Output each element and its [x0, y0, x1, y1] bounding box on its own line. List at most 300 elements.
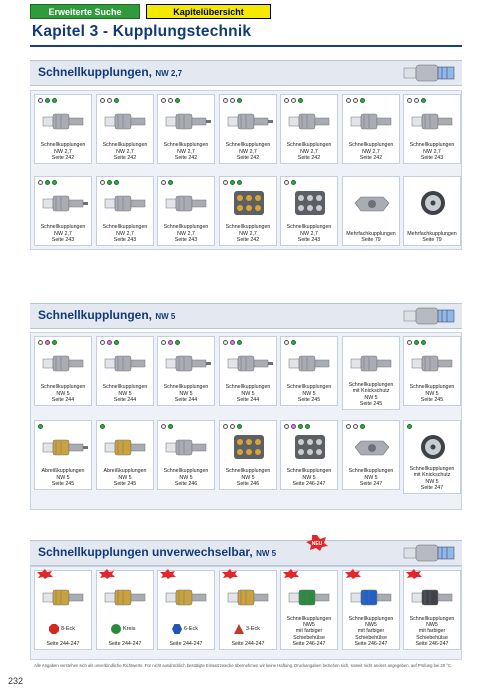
caption-line: NW 5 [364, 394, 378, 401]
material-dot-icon [284, 424, 289, 429]
section-title[interactable] [38, 65, 182, 79]
product-tile[interactable] [342, 94, 400, 164]
material-dot-icon [298, 98, 303, 103]
material-dot-icon [407, 340, 412, 345]
section-title-text: Schnellkupplungen unverwechselbar, [38, 545, 257, 559]
material-dots [38, 340, 57, 345]
material-dot-icon [107, 340, 112, 345]
product-image [224, 349, 274, 377]
material-dot-icon [114, 180, 119, 185]
caption-line: Seite 246 [174, 480, 198, 487]
product-image [224, 583, 274, 611]
material-dot-icon [230, 98, 235, 103]
product-image [285, 107, 335, 135]
product-tile[interactable] [403, 336, 461, 406]
new-badge-icon [283, 569, 299, 579]
caption-line: NW 2,7 [116, 148, 134, 155]
product-image [39, 349, 89, 377]
product-caption [35, 641, 91, 647]
product-tile[interactable] [342, 336, 400, 410]
footnote: Alle Angaben verstehen sich als unverbindliche Richtwerte. Für nicht ausdrücklich bestätigte Einsatzzwecke übernehmen wir keine Haftung. Druckangaben beziehen sich, soweit nicht anders angegeben, auf Prüfung bei 20 °C. [34, 663, 453, 668]
caption-line: NW 5 [241, 474, 255, 481]
caption-line: Seite 242 [51, 154, 75, 161]
product-caption [404, 231, 460, 243]
product-caption [404, 384, 460, 403]
material-dot-icon [284, 340, 289, 345]
caption-line: Schnellkupplungen [286, 224, 332, 231]
new-badge-icon [160, 569, 176, 579]
material-dot-icon [291, 180, 296, 185]
product-caption [404, 466, 460, 491]
product-image [347, 107, 397, 135]
page-title: Kapitel 3 - Kupplungstechnik [32, 23, 252, 40]
product-image [347, 583, 397, 611]
material-dot-icon [230, 180, 235, 185]
product-image [162, 189, 212, 217]
material-dot-icon [230, 424, 235, 429]
product-image [285, 349, 335, 377]
caption-line: Schnellkupplungen NW5 [409, 615, 455, 629]
caption-line: Schnellkupplungen [102, 142, 148, 149]
product-tile[interactable] [96, 94, 154, 164]
product-tile[interactable] [157, 336, 215, 406]
product-tile[interactable] [219, 176, 277, 246]
caption-line: Seite 244 [113, 396, 137, 403]
product-image [162, 433, 212, 461]
caption-line: Schnellkupplungen [409, 384, 455, 391]
material-dot-icon [114, 340, 119, 345]
product-tile[interactable] [403, 570, 461, 650]
caption-line: NW 2,7 [423, 148, 441, 155]
caption-line: Seite 246-247 [415, 640, 449, 647]
caption-line: Seite 247 [359, 480, 383, 487]
product-caption [97, 142, 153, 161]
coding-shape-icon [172, 624, 182, 634]
product-caption [343, 468, 399, 487]
caption-line: Seite 246-247 [354, 640, 388, 647]
product-tile[interactable] [34, 94, 92, 164]
product-image [162, 349, 212, 377]
material-dot-icon [100, 98, 105, 103]
caption-line: Seite 242 [236, 154, 260, 161]
material-dots [223, 98, 242, 103]
product-tile[interactable] [96, 336, 154, 406]
new-badge-icon [406, 569, 422, 579]
material-dot-icon [223, 424, 228, 429]
section-header [30, 60, 462, 86]
material-dots [100, 424, 105, 429]
product-image [39, 433, 89, 461]
product-tile[interactable] [34, 420, 92, 490]
material-dot-icon [45, 340, 50, 345]
caption-line: Schnellkupplungen [409, 142, 455, 149]
product-caption [97, 468, 153, 487]
material-dot-icon [161, 424, 166, 429]
product-tile[interactable] [219, 420, 277, 490]
product-image [224, 433, 274, 461]
caption-line: Seite 246 [236, 480, 260, 487]
caption-line: NW 2,7 [300, 148, 318, 155]
caption-line: Seite 245 [297, 396, 321, 403]
product-image [101, 433, 151, 461]
material-dot-icon [237, 180, 242, 185]
caption-line: NW 5 [179, 390, 193, 397]
material-dot-icon [114, 98, 119, 103]
caption-line: Schnellkupplungen [40, 384, 86, 391]
caption-line: Schnellkupplungen [225, 142, 271, 149]
product-caption [281, 384, 337, 403]
caption-line: mit farbiger [418, 628, 446, 635]
product-caption [343, 616, 399, 647]
coding-shape-label: 3-Eck [246, 626, 261, 632]
material-dot-icon [421, 340, 426, 345]
material-dots [100, 180, 119, 185]
material-dot-icon [421, 98, 426, 103]
caption-line: Mehrfachkupplungen [407, 230, 457, 237]
product-image [224, 107, 274, 135]
product-image [101, 189, 151, 217]
material-dot-icon [223, 340, 228, 345]
caption-line: NW 5 [56, 474, 70, 481]
product-tile[interactable] [280, 94, 338, 164]
coupling-icon [402, 306, 456, 326]
material-dot-icon [168, 340, 173, 345]
new-badge-icon [37, 569, 53, 579]
product-tile[interactable] [34, 570, 92, 650]
material-dot-icon [223, 180, 228, 185]
caption-line: NW 5 [118, 474, 132, 481]
material-dot-icon [38, 424, 43, 429]
product-image [285, 189, 335, 217]
product-caption [158, 224, 214, 243]
product-tile[interactable] [403, 94, 461, 164]
product-tile[interactable] [96, 176, 154, 246]
caption-line: NW 2,7 [239, 230, 257, 237]
material-dot-icon [168, 180, 173, 185]
product-tile[interactable] [34, 176, 92, 246]
product-tile[interactable] [219, 336, 277, 406]
coding-shape-label: 8-Eck [61, 626, 76, 632]
material-dot-icon [414, 98, 419, 103]
product-caption [35, 468, 91, 487]
new-badge-text: NEU [311, 541, 323, 547]
product-image [101, 349, 151, 377]
product-tile[interactable] [157, 570, 215, 650]
product-tile[interactable] [342, 570, 400, 650]
product-caption [343, 142, 399, 161]
material-dots [100, 98, 119, 103]
material-dot-icon [237, 98, 242, 103]
product-caption [281, 142, 337, 161]
product-caption [158, 142, 214, 161]
material-dot-icon [45, 98, 50, 103]
material-dot-icon [360, 98, 365, 103]
material-dots [346, 98, 365, 103]
title-rule [30, 45, 462, 47]
caption-line: Seite 245 [51, 480, 75, 487]
material-dots [223, 424, 242, 429]
product-caption [220, 641, 276, 647]
material-dot-icon [161, 180, 166, 185]
product-image [347, 433, 397, 461]
material-dots [38, 424, 43, 429]
material-dot-icon [284, 98, 289, 103]
material-dot-icon [100, 180, 105, 185]
caption-line: Schnellkupplungen [286, 468, 332, 475]
material-dots [284, 340, 296, 345]
material-dot-icon [237, 424, 242, 429]
chapter-overview-button[interactable]: Kapitelübersicht [146, 4, 271, 19]
section-header [30, 303, 462, 329]
coupling-icon [402, 543, 456, 563]
material-dot-icon [353, 98, 358, 103]
caption-line: Seite 243 [174, 236, 198, 243]
caption-line: Seite 79 [422, 236, 442, 243]
material-dots [284, 424, 310, 429]
product-tile[interactable] [280, 176, 338, 246]
caption-line: Seite 244 [51, 396, 75, 403]
product-image [39, 189, 89, 217]
product-tile[interactable] [280, 570, 338, 650]
material-dot-icon [161, 340, 166, 345]
material-dot-icon [353, 424, 358, 429]
caption-line: Seite 244 [174, 396, 198, 403]
product-image [101, 583, 151, 611]
caption-line: Seite 244-247 [231, 640, 265, 647]
caption-line: Seite 244-247 [46, 640, 80, 647]
material-dot-icon [175, 98, 180, 103]
caption-line: Seite 247 [420, 484, 444, 491]
product-caption [281, 468, 337, 487]
material-dot-icon [230, 340, 235, 345]
material-dots [223, 180, 242, 185]
material-dot-icon [237, 340, 242, 345]
product-image [347, 349, 397, 377]
caption-line: Seite 243 [51, 236, 75, 243]
caption-line: NW 2,7 [177, 148, 195, 155]
material-dots [284, 180, 296, 185]
product-image [347, 189, 397, 217]
material-dot-icon [298, 424, 303, 429]
coupling-icon [402, 63, 456, 83]
material-dots [407, 340, 426, 345]
caption-line: NW 5 [364, 474, 378, 481]
caption-line: mit Knickschutz [413, 472, 451, 479]
material-dots [38, 98, 57, 103]
caption-line: mit Knickschutz [352, 388, 390, 395]
caption-line: Seite 79 [361, 236, 381, 243]
caption-line: NW 5 [179, 474, 193, 481]
product-image [39, 107, 89, 135]
product-tile[interactable] [403, 420, 461, 494]
caption-line: NW 5 [425, 390, 439, 397]
material-dot-icon [45, 180, 50, 185]
caption-line: NW 2,7 [362, 148, 380, 155]
caption-line: Schnellkupplungen NW5 [348, 615, 394, 629]
caption-line: Seite 242 [297, 154, 321, 161]
caption-line: Schnellkupplungen [348, 468, 394, 475]
caption-line: Seite 243 [297, 236, 321, 243]
caption-line: Seite 242 [236, 236, 260, 243]
material-dot-icon [291, 424, 296, 429]
caption-line: Schnellkupplungen NW5 [286, 615, 332, 629]
product-caption [35, 224, 91, 243]
caption-line: NW 5 [56, 390, 70, 397]
section-title[interactable] [38, 308, 175, 322]
product-tile[interactable] [280, 336, 338, 406]
product-caption [35, 142, 91, 161]
product-caption [97, 224, 153, 243]
advanced-search-button[interactable]: Erweiterte Suche [30, 4, 140, 19]
product-tile[interactable] [96, 420, 154, 490]
product-caption [220, 384, 276, 403]
material-dots [407, 424, 412, 429]
material-dot-icon [360, 424, 365, 429]
caption-line: Schnellkupplungen [163, 468, 209, 475]
caption-line: NW 5 [302, 390, 316, 397]
material-dot-icon [107, 180, 112, 185]
material-dot-icon [175, 340, 180, 345]
material-dots [161, 98, 180, 103]
product-tile[interactable] [403, 176, 461, 246]
caption-line: Schnellkupplungen [40, 224, 86, 231]
caption-line: Seite 242 [113, 154, 137, 161]
product-image [101, 107, 151, 135]
material-dot-icon [407, 98, 412, 103]
section-title-text: Schnellkupplungen, [38, 65, 156, 79]
material-dots [38, 180, 57, 185]
caption-line: mit farbiger [357, 628, 385, 635]
product-caption [404, 142, 460, 161]
product-tile[interactable] [157, 94, 215, 164]
product-tile[interactable] [157, 176, 215, 246]
caption-line: Schnellkupplungen [40, 142, 86, 149]
material-dot-icon [100, 340, 105, 345]
material-dots [161, 340, 180, 345]
caption-line: Schnellkupplungen [163, 384, 209, 391]
material-dot-icon [38, 98, 43, 103]
product-caption [404, 616, 460, 647]
product-image [408, 189, 458, 217]
material-dots [161, 180, 173, 185]
material-dot-icon [284, 180, 289, 185]
caption-line: Seite 246-247 [292, 640, 326, 647]
product-image [285, 433, 335, 461]
caption-line: Seite 245 [359, 400, 383, 407]
product-caption [158, 641, 214, 647]
material-dot-icon [107, 98, 112, 103]
section-title[interactable] [38, 545, 276, 559]
caption-line: Mehrfachkupplungen [346, 230, 396, 237]
product-tile[interactable] [96, 570, 154, 650]
material-dots [346, 424, 365, 429]
material-dots [407, 98, 426, 103]
product-caption [343, 382, 399, 407]
material-dot-icon [161, 98, 166, 103]
caption-line: Schiebehülse [416, 634, 448, 641]
new-badge-icon [99, 569, 115, 579]
product-tile[interactable] [219, 570, 277, 650]
caption-line: Seite 245 [420, 396, 444, 403]
product-caption [97, 641, 153, 647]
product-image [285, 583, 335, 611]
material-dot-icon [52, 98, 57, 103]
product-caption [35, 384, 91, 403]
caption-line: NW 2,7 [239, 148, 257, 155]
material-dot-icon [305, 424, 310, 429]
material-dot-icon [346, 424, 351, 429]
product-image [408, 583, 458, 611]
product-image [224, 189, 274, 217]
material-dot-icon [346, 98, 351, 103]
caption-line: Seite 242 [174, 154, 198, 161]
caption-line: Abreißkupplungen [41, 468, 85, 475]
material-dots [284, 98, 303, 103]
caption-line: Seite 242 [359, 154, 383, 161]
product-caption [158, 384, 214, 403]
product-caption [158, 468, 214, 487]
material-dots [100, 340, 119, 345]
product-image [162, 107, 212, 135]
caption-line: NW 5 [425, 478, 439, 485]
product-caption [281, 224, 337, 243]
product-tile[interactable] [219, 94, 277, 164]
product-tile[interactable] [342, 176, 400, 246]
section-title-size: NW 5 [256, 549, 277, 558]
coding-shape-icon [234, 624, 244, 634]
new-badge-icon [222, 569, 238, 579]
material-dot-icon [52, 340, 57, 345]
caption-line: NW 5 [241, 390, 255, 397]
material-dot-icon [38, 340, 43, 345]
coding-shape-label: Kreis [123, 626, 136, 632]
caption-line: Schnellkupplungen [163, 224, 209, 231]
product-caption [281, 616, 337, 647]
caption-line: NW 2,7 [177, 230, 195, 237]
page-number: 232 [8, 676, 24, 686]
caption-line: Schnellkupplungen [225, 468, 271, 475]
material-dot-icon [291, 98, 296, 103]
caption-line: Schnellkupplungen [102, 384, 148, 391]
product-tile[interactable] [280, 420, 338, 490]
product-tile[interactable] [157, 420, 215, 490]
product-image [162, 583, 212, 611]
product-caption [343, 231, 399, 243]
caption-line: mit farbiger [295, 628, 323, 635]
new-badge-icon [306, 535, 328, 551]
caption-line: Schnellkupplungen [348, 382, 394, 389]
product-tile[interactable] [34, 336, 92, 406]
section-title-size: NW 5 [155, 312, 176, 321]
product-caption [97, 384, 153, 403]
section-title-size: NW 2,7 [155, 69, 183, 78]
caption-line: NW 2,7 [54, 230, 72, 237]
product-caption [220, 224, 276, 243]
caption-line: NW 2,7 [300, 230, 318, 237]
caption-line: Schnellkupplungen [348, 142, 394, 149]
product-image [408, 433, 458, 461]
caption-line: Seite 244 [236, 396, 260, 403]
caption-line: Seite 243 [113, 236, 137, 243]
product-image [408, 107, 458, 135]
product-caption [220, 142, 276, 161]
product-tile[interactable] [342, 420, 400, 490]
material-dot-icon [168, 98, 173, 103]
caption-line: Seite 243 [420, 154, 444, 161]
caption-line: Schnellkupplungen [286, 384, 332, 391]
caption-line: Seite 245 [113, 480, 137, 487]
caption-line: Schnellkupplungen [409, 466, 455, 473]
